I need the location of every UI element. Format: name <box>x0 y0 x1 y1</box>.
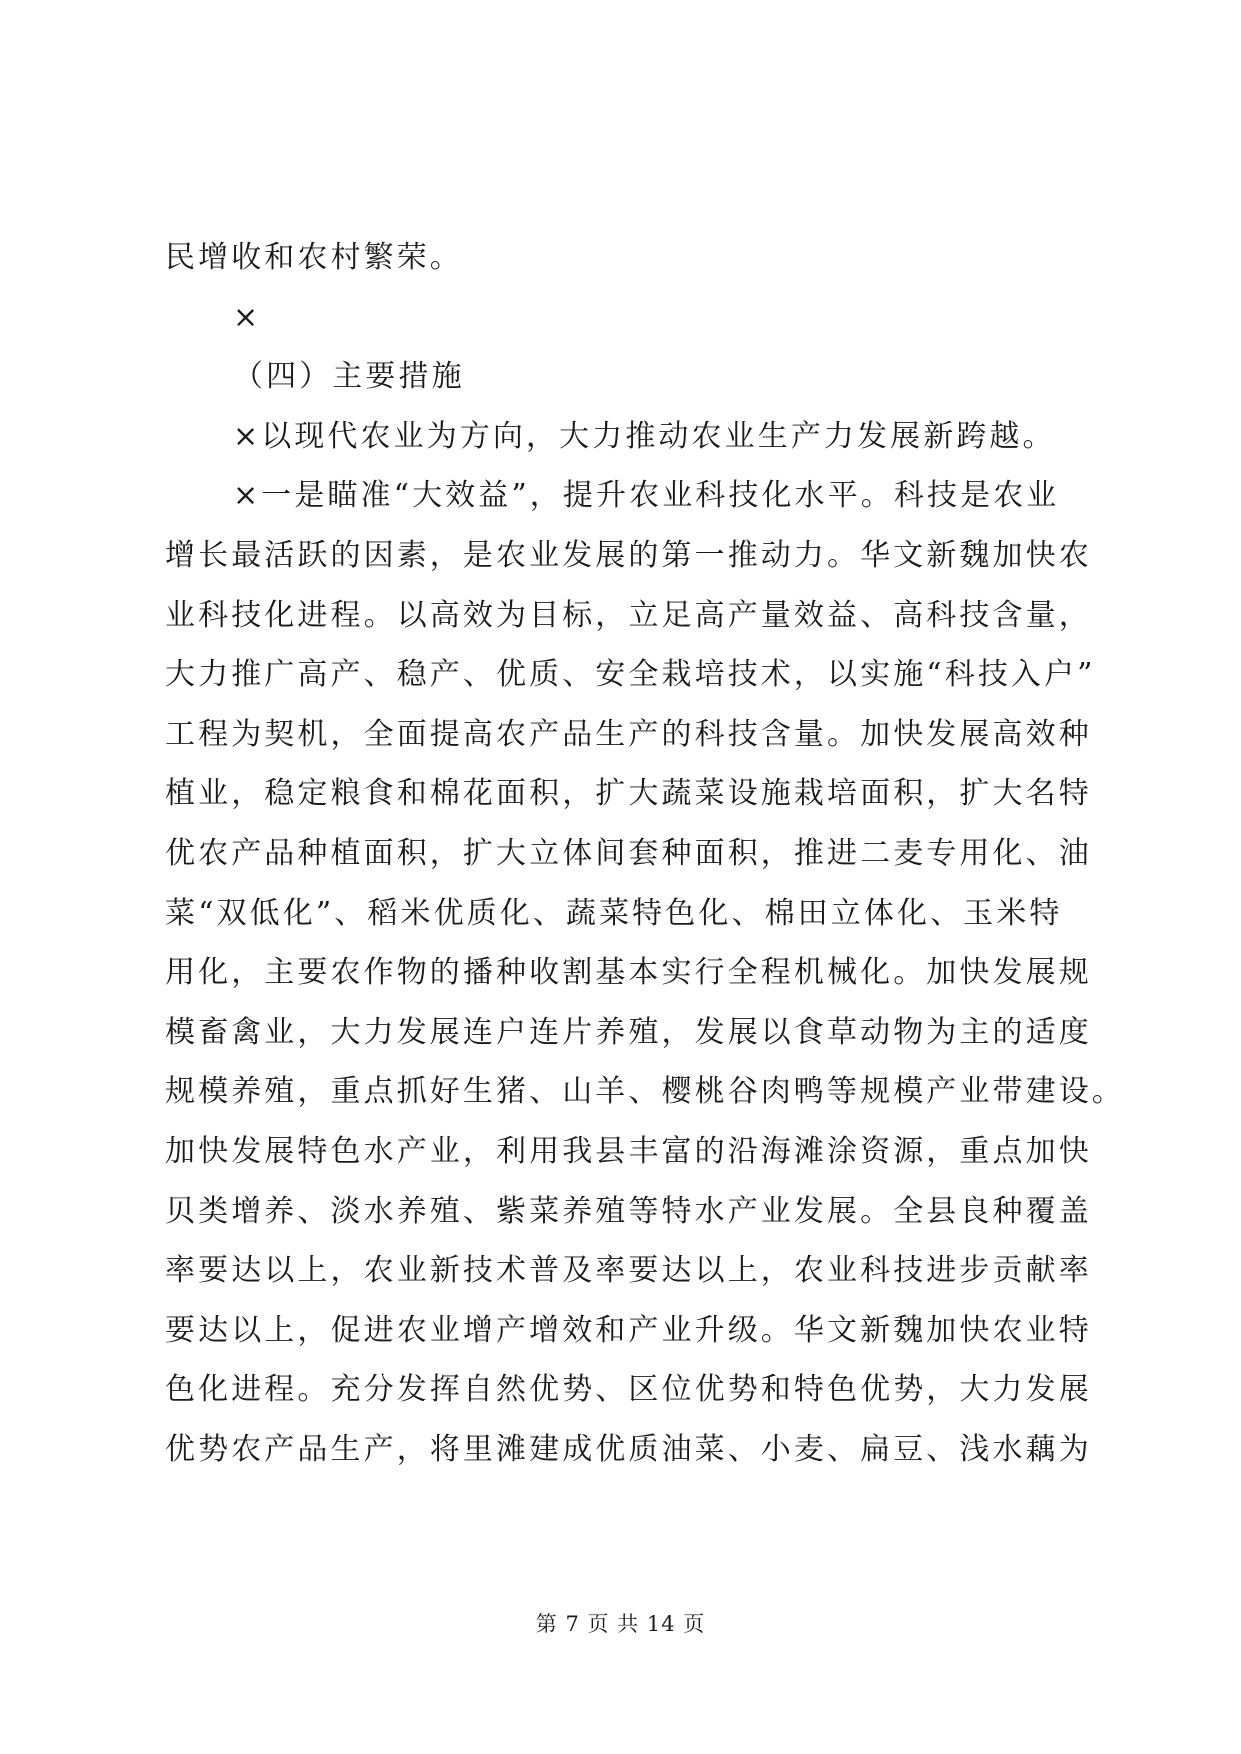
text-line: 菜“双低化”、稻米优质化、蔬菜特色化、棉田立体化、玉米特 <box>165 895 1063 931</box>
text-line: 率要达以上，农业新技术普及率要达以上，农业科技进步贡献率 <box>165 1253 1092 1289</box>
text-line: 模畜禽业，大力发展连户连片养殖，发展以食草动物为主的适度 <box>165 1014 1092 1050</box>
text-line: 规模养殖，重点抓好生猪、山羊、樱桃谷肉鸭等规模产业带建设。 <box>165 1074 1125 1110</box>
page-footer: 第 7 页 共 14 页 <box>535 1612 706 1636</box>
text-line: 优势农产品生产，将里滩建成优质油菜、小麦、扁豆、浅水藕为 <box>165 1431 1092 1467</box>
text-line: 用化，主要农作物的播种收割基本实行全程机械化。加快发展规 <box>165 955 1092 991</box>
text-line: × <box>233 299 262 335</box>
text-line: 优农产品种植面积，扩大立体间套种面积，推进二麦专用化、油 <box>165 835 1092 871</box>
text-line: 色化进程。充分发挥自然优势、区位优势和特色优势，大力发展 <box>165 1372 1092 1408</box>
text-line: 民增收和农村繁荣。 <box>165 240 463 275</box>
text-line: 要达以上，促进农业增产增效和产业升级。华文新魏加快农业特 <box>165 1312 1092 1348</box>
text-line: 大力推广高产、稳产、优质、安全栽培技术，以实施“科技入户” <box>165 657 1096 693</box>
text-line: ×以现代农业为方向，大力推动农业生产力发展新跨越。 <box>233 418 1056 454</box>
text-line: （四）主要措施 <box>233 359 465 395</box>
text-line: ×一是瞄准“大效益”，提升农业科技化水平。科技是农业 <box>233 478 1060 514</box>
text-line: 增长最活跃的因素，是农业发展的第一推动力。华文新魏加快农 <box>165 537 1092 573</box>
text-line: 工程为契机，全面提高农产品生产的科技含量。加快发展高效种 <box>165 716 1092 752</box>
text-line: 加快发展特色水产业，利用我县丰富的沿海滩涂资源，重点加快 <box>165 1133 1092 1169</box>
text-line: 业科技化进程。以高效为目标，立足高产量效益、高科技含量， <box>165 597 1092 633</box>
text-line: 植业，稳定粮食和棉花面积，扩大蔬菜设施栽培面积，扩大名特 <box>165 776 1092 812</box>
body-text <box>165 228 1125 1479</box>
text-line: 贝类增养、淡水养殖、紫菜养殖等特水产业发展。全县良种覆盖 <box>165 1193 1092 1229</box>
